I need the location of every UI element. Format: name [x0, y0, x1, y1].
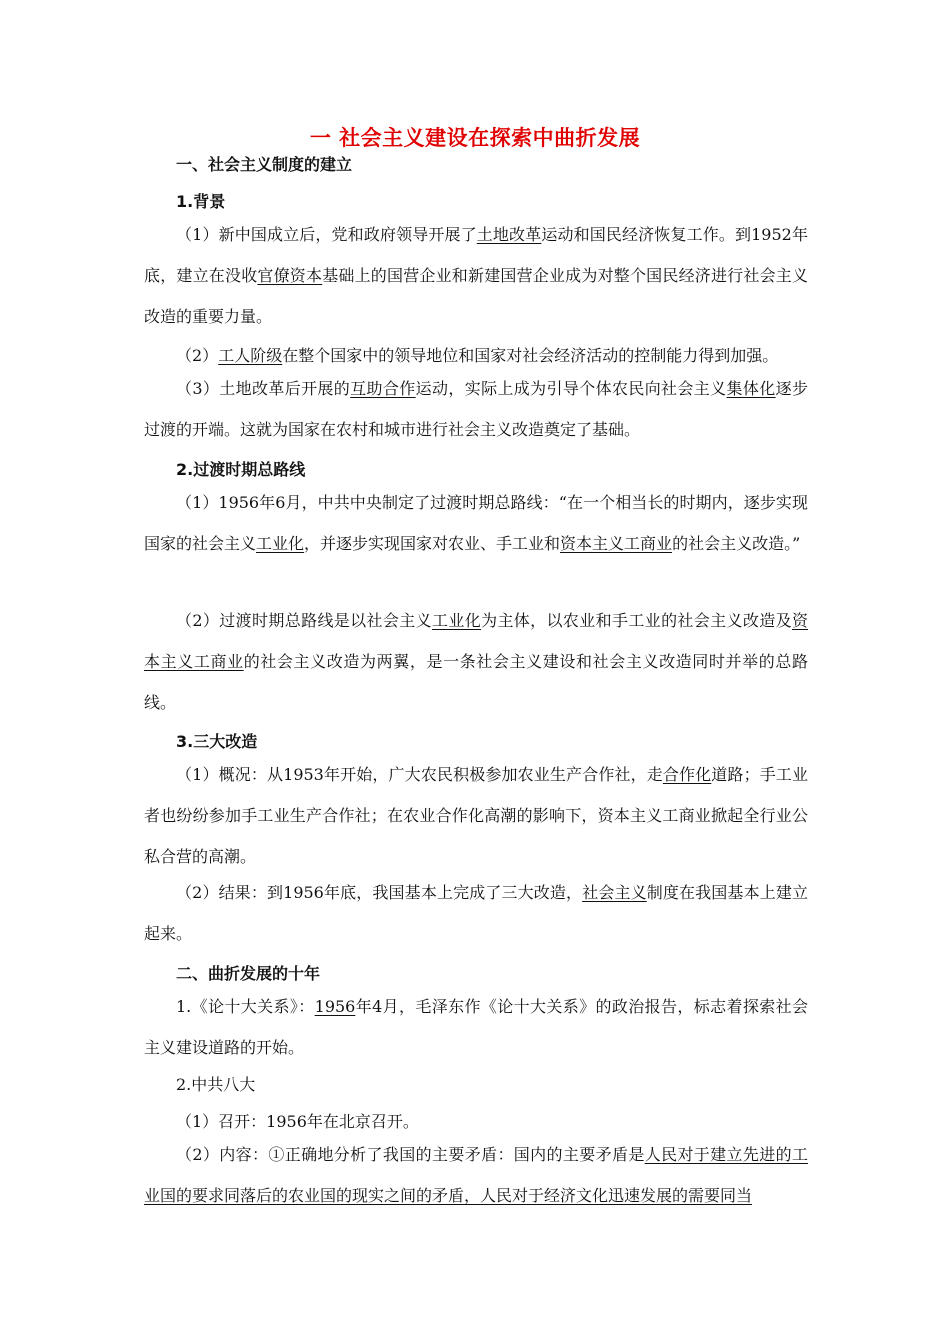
paragraph: （2）过渡时期总路线是以社会主义工业化为主体，以农业和手工业的社会主义改造及资本主义工商业的社会主义改造为两翼，是一条社会主义建设和社会主义改造同时并举的总路线。 [144, 611, 808, 712]
subsection-heading: 3.三大改造 [176, 732, 258, 751]
section-heading: 二、曲折发展的十年 [176, 964, 321, 983]
subsection-heading: 2.过渡时期总路线 [176, 460, 306, 479]
paragraph: （1）新中国成立后，党和政府领导开展了土地改革运动和国民经济恢复工作。到1952年底，建立在没收官僚资本基础上的国营企业和新建国营企业成为对整个国民经济进行社会主义改造的重要力量。 [144, 225, 808, 326]
paragraph: （1）概况：从1953年开始，广大农民积极参加农业生产合作社，走合作化道路；手工业者也纷纷参加手工业生产合作社；在农业合作化高潮的影响下，资本主义工商业掀起全行业公私合营的高潮。 [144, 765, 808, 866]
underlined-term: 工业化 [431, 611, 482, 630]
paragraph: （2）工人阶级在整个国家中的领导地位和国家对社会经济活动的控制能力得到加强。 [176, 346, 779, 365]
underlined-term: 集体化 [726, 379, 776, 398]
paragraph: （3）土地改革后开展的互助合作运动，实际上成为引导个体农民向社会主义集体化逐步过渡的开端。这就为国家在农村和城市进行社会主义改造奠定了基础。 [144, 379, 808, 439]
subsection-heading: 1.背景 [176, 192, 226, 211]
underlined-term: 合作化 [662, 765, 712, 784]
underlined-term: 互助合作 [350, 379, 416, 398]
paragraph: （2）内容：①正确地分析了我国的主要矛盾：国内的主要矛盾是人民对于建立先进的工业国的要求同落后的农业国的现实之间的矛盾，人民对于经济文化迅速发展的需要同当 [144, 1145, 808, 1205]
underlined-term: 人民对于建立先进的工业国的要求同落后的农业国的现实之间的矛盾，人民对于经济文化迅速发展的需要同当 [144, 1145, 808, 1205]
paragraph: 1.《论十大关系》：1956年4月，毛泽东作《论十大关系》的政治报告，标志着探索社会主义建设道路的开始。 [144, 997, 808, 1057]
underlined-term: 工业化 [256, 534, 305, 553]
page-title: 一 社会主义建设在探索中曲折发展 [309, 126, 641, 150]
section-heading: 一、社会主义制度的建立 [176, 155, 353, 174]
underlined-term: 社会主义 [582, 883, 647, 902]
underlined-term: 资本主义工商业 [560, 534, 673, 553]
underlined-term: 土地改革 [476, 225, 542, 244]
paragraph: （1）1956年6月，中共中央制定了过渡时期总路线：“在一个相当长的时期内，逐步实现国家的社会主义工业化，并逐步实现国家对农业、手工业和资本主义工商业的社会主义改造。” [144, 493, 808, 553]
paragraph: （1）召开：1956年在北京召开。 [176, 1112, 419, 1131]
paragraph: 2.中共八大 [176, 1075, 256, 1094]
underlined-term: 工人阶级 [218, 346, 283, 365]
underlined-term: 1956 [314, 997, 356, 1016]
paragraph: （2）结果：到1956年底，我国基本上完成了三大改造，社会主义制度在我国基本上建立起来。 [144, 883, 808, 943]
underlined-term: 官僚资本 [257, 266, 323, 285]
underlined-term: 资本主义工商业 [144, 611, 808, 671]
